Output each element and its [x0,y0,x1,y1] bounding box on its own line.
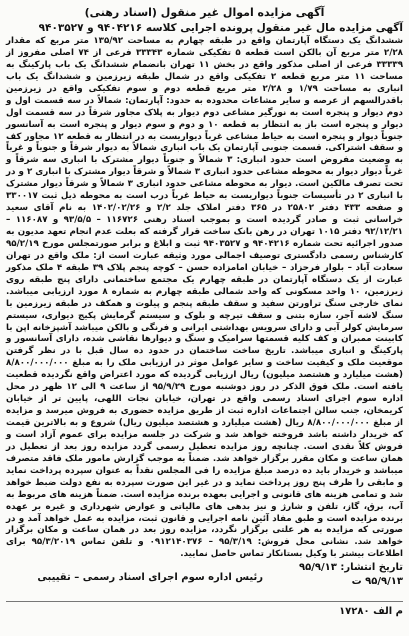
publish-date-second: ۹۵/۹/۱۳ ت [351,576,403,588]
auction-notice [6,6,403,630]
signature-row [6,561,403,589]
publish-date: تاریخ انتشار: ۹۵/۹/۱۳ [299,562,403,574]
signature: رئیس اداره سوم اجرای اسناد رسمی – تقییبی [37,572,264,584]
footer-code: م الف ۱۷۲۸۰ [339,606,403,618]
divider [6,601,403,602]
notice-title: آگهی مزایده اموال غیر منقول (اسناد رهنی) [84,6,325,19]
notice-subtitle: آگهی مزایده مال غیر منقول پرونده اجرایی کلاسه ۹۴۰۴۲۱۶ و ۹۴۰۳۵۲۷ [38,22,403,34]
publication-dates [299,561,403,589]
notice-body: ششدانگ یک دستگاه آپارتمان واقع در طبقه چهارم به مساحت ۱۳۵/۹۲ متر مربع که مقدار ۲/۲۸ متر مربع آن بالکن است قطعه ۵ تفکیکی شماره ۳۳۳۴۳ فرعی از ۷۴ اصلی مفروز از ۳۳۳۳۹ فرعی از اصلی مذکور واقع در بخش ۱۱ تهران بانضمام ششدانگ یک باب پارکینگ به مساحت ۱۱ متر مربع قطعه ۲ تفکیکی واقع در شمال طبقه زیرزمین و ششدانگ یک باب انباری به مساحت ۱/۷۹ و ۲/۲۸ متر مربع قطعه دوم و سوم تفکیکی واقع در زیرزمین باقدرالسهم از عرصه و سایر مشاعات محدوده به حدود: آپارتمان: شمالاً در سه قسمت اول و دوم دیوار و پنجره است به نورگیر مشاعی دوم دیوار به پلاک مجاور شرقاً در سه قسمت اول دیوار و پنجره است باز به انتظار به قطعه ۱۰ و دوم و سوم دیوار و پنجره است به آسانسور جنوباً دیوار و پنجره است به حیاط مشاعی غرباً دیواریست به در انتظار به قطعه ۱۲ مجاور کف و سقف اشتراکی. قسمت جنوبی آپارتمان یک باب انباری شمالاً به دیوار شرقاً و جنوباً و غرباً به وضعیت مفروض است حدود انباری: ۳ شمالاً و جنوباً دیوار مشترک با انباری سه شرقاً و غرباً دیوار دیوار به محوطه مشاعی حدود انباری ۳ شمالاً و شرقاً دیوار مشترک با انباری ۲ و در تحت تصرف مالکین است. دیوار به محوطه مشاعی حدود انباری ۳ شمالاً و شرقاً دیوار مشترک با انباری ۲ در تأسیسات جنوباً دیواریست به حیاط غرباً درب است به محوطه ذیل ثبت ۳۳۰۰۱۷ و صفحه ۴۳۳ دفتر ۲۵۸۰۲ در ۳۶۵ دفتر املاک جلد ۲/۲ و ۱۴۰۲/۰۲/۲۶ به نام آقای سعید خراسانی ثبت و صادر گردیده است و بموجب اسناد رهنی ۱۱۶۷۲۶ – ۹۳/۵/۵ و ۱۱۶۰۸۷ – ۹۲/۱۲/۲۱ دفتر ۱۰۱۵ تهران در رهن بانک ساخت قرار گرفته که بعلت عدم انجام تعهد مدیون به صدور اجرائیه تحت شماره ۹۴۰۴۲۱۶ و ۹۴۰۳۵۲۷ ثبت و ابلاغ و برابر صورتمجلس مورخ ۹۵/۲/۱۹ کارشناس رسمی دادگستری توصیف اجمالی مورد وثیقه عبارت است از: ملک واقع در تهران سعادت آباد – بلوار فرحزاد – خیابان امامزاده حسن – کوچه پنجم پلاک ۳۹ طبقه ۴ ملک مذکور عبارت از یک دستگاه آپارتمان در طبقه چهارم یک مجتمع ساختمانی دارای پنج طبقه روی زیرزمین، ۱۰ واحد مسکونی که واحد شمالی طبقه چهارم به شماره ۸ مورد ارزیابی میباشد. نمای خارجی سنگ تراورتن سفید و سقف طبقه پنجم و پیلوت و همکف در طبقه زیرزمین با سنگ لاشه آجر، سازه بتنی و سقف تیرچه و بلوک و سیستم گرمایش پکیج دیواری، سیستم سرمایش کولر آبی و دارای سرویس بهداشتی ایرانی و فرنگی و بالکن میباشد آشپزخانه اپن با کابینت ممبران و کف کلیه قسمتها سرامیک و سنگ و دیوارها نقاشی شده، دارای آسانسور و پارکینگ و انباری میباشد. تاریخ ساخت ساختمان در حدود ده سال قبل با در نظر گرفتن موقعیت ملک و کیفیت ساخت و سایر عوامل موثر در ارزیابی ملک را به مبلغ ۸/۸۰۰/۰۰۰/۰۰۰ (هشت میلیارد و هشتصد میلیون) ریال ارزیابی گردیده که مورد اعتراض واقع نگردیده قطعیت یافته است. ملک فوق الذکر در روز دوشنبه مورخ ۹۵/۹/۲۹ از ساعت ۹ الی ۱۲ ظهر در محل اداره سوم اجرای اسناد رسمی واقع در تهران، خیابان نجات اللهی، پایین تر از خیابان کریمخان، جنب سالن اجتماعات اداره ثبت از طریق مزایده حضوری به فروش میرسد و مزایده از مبلغ ۸/۸۰۰/۰۰۰/۰۰۰ ریال (هشت میلیارد و هشتصد میلیون ریال) شروع و به بالاترین قیمت که خریدار داشته باشد فروخته خواهد شد و شرکت در جلسه مزایده برای عموم آزاد است و فروش کلاً نقدی است. چنانچه روز مزایده تعطیل رسمی گردد مزایده روز بعد از تعطیل در همان ساعت و مکان مقرر برگزار خواهد شد. ضمناً به موجب گزارش مامور ملک فاقد متصرف میباشد و خریدار باید ده درصد مبلغ مزایده را فی المجلس نقداً به عنوان سپرده پرداخت نماید و مابقی را ظرف پنج روز پرداخت نماید و در غیر این صورت سپرده به نفع دولت ضبط خواهد شد و تمامی هزینه های قانونی و اجرایی بعهده برنده مزایده است. ضمناً هزینه های مربوط به آب، برق، گاز، تلفن و شارژ و نیز بدهی های مالیاتی و عوارض شهرداری و غیره بر عهده برنده مزایده است و طبق مفاد آئین نامه اجرایی و قانون ثبت، مزایده به عمل خواهد آمد و در صورتی که مزایده به هر علتی برگزار نگردد، مزایده روز بعد در همان ساعت و مکان برگزار خواهد شد. نشانی محل فروش: ۹۵/۳/۱۹ – ۰۹۱۲۱۴۰۳۷۶ و تلفن تماس ۹۵/۳/۲۰۱۹ برای اطلاعات بیشتر با وکیل بستانکار تماس حاصل نمایید. [6,36,404,560]
